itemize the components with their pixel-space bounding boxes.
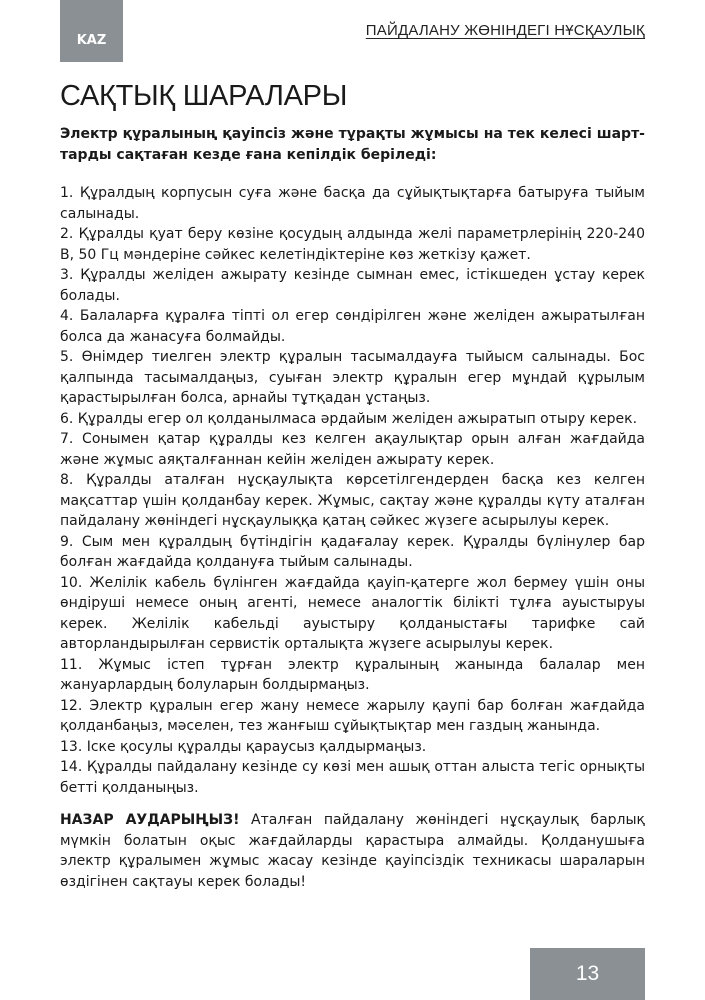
warning-paragraph	[60, 810, 645, 892]
list-item: 2. Құралды қуат беру көзіне қосудың алдында желі параметрлерінің 220-240 В, 50 Гц мәндеріне сәйкес келетіндіктеріне көз жеткізу қажет.	[60, 226, 645, 263]
list-item: 6. Құралды егер ол қолданылмаса әрдайым желіден ажыратып отыру керек.	[60, 410, 638, 427]
list-item: 1. Құралдың корпусын суға және басқа да сұйықтықтарға батыруға тыйым салынады.	[60, 185, 645, 222]
page-number: 13	[575, 962, 600, 985]
header-title: ПАЙДАЛАНУ ЖӨНІНДЕГІ НҰСҚАУЛЫҚ	[365, 22, 645, 39]
precautions-list	[60, 183, 645, 798]
warning-label: НАЗАР АУДАРЫҢЫЗ!	[60, 812, 240, 828]
list-item: 12. Электр құралын егер жану немесе жарылу қаупі бар болған жағдайда қолданбаңыз, мәселен, тез жанғыш сұйықтықтар мен газдың жанында.	[60, 697, 645, 734]
page-number-box	[530, 948, 645, 1000]
list-item: 13. Іске қосулы құралды қараусыз қалдырмаңыз.	[60, 738, 427, 755]
page-title: САҚТЫҚ ШАРАЛАРЫ	[60, 80, 348, 112]
language-code: KAZ	[76, 32, 107, 48]
list-item: 8. Құралды аталған нұсқаулықта көрсетілгендерден басқа кез келген мақсаттар үшін қолданбау керек. Жұмыс, сақтау және құралды күту аталған пайдалану жөніндегі нұсқаулыққа қатаң сәйкес жүзеге асырылуы керек.	[60, 472, 645, 529]
list-item: 4. Балаларға құралға тіпті ол егер сөндірілген және желіден ажыратылған болса да жанасуға болмайды.	[60, 308, 645, 345]
list-item: 14. Құралды пайдалану кезінде су көзі мен ашық оттан алыста тегіс орнықты бетті қолданыңыз.	[60, 759, 645, 796]
list-item: 11. Жұмыс істеп тұрған электр құралының жанында балалар мен жануарлардың болуларын болдырмаңыз.	[60, 656, 645, 693]
intro-paragraph: Электр құралының қауіпсіз және тұрақты жұмысы на тек келесі шарт-тарды сақтаған кезде ғана кепілдік беріледі:	[60, 126, 645, 163]
list-item: 5. Өнімдер тиелген электр құралын тасымалдауға тыйысм салынады. Бос қалпында тасымалдаңыз, суыған электр құралын егер мұндай құрылым қарастырылған болса, арнайы тұтқадан ұстаңыз.	[60, 349, 645, 406]
list-item: 7. Сонымен қатар құралды кез келген ақаулықтар орын алған жағдайда және жұмыс аяқталғаннан кейін желіден ажырату керек.	[60, 431, 645, 468]
warning-text: Аталған пайдалану жөніндегі нұсқаулық барлық мүмкін болатын оқыс жағдайларды қарастыра алмайды. Қолданушыға электр құралымен жұмыс жасау кезінде қауіпсіздік техникасы шараларын өздігінен сақтауы керек болады!	[60, 812, 645, 890]
language-tab	[60, 0, 123, 62]
list-item: 3. Құралды желіден ажырату кезінде сымнан емес, істікшеден ұстау керек болады.	[60, 267, 645, 304]
list-item: 9. Сым мен құралдың бүтіндігін қадағалау керек. Құралды бүлінулер бар болған жағдайда қолдануға тыйым салынады.	[60, 533, 645, 570]
list-item: 10. Желілік кабель бүлінген жағдайда қауіп-қатерге жол бермеу үшін оны өндіруші немесе оның агенті, немесе аналогтік білікті тұлға ауыстыруы керек. Желілік кабельді ауыстыру қолданыстағы тарифке сай авторландырылған сервистік орталықта жүзеге асырылуы керек.	[60, 574, 645, 652]
